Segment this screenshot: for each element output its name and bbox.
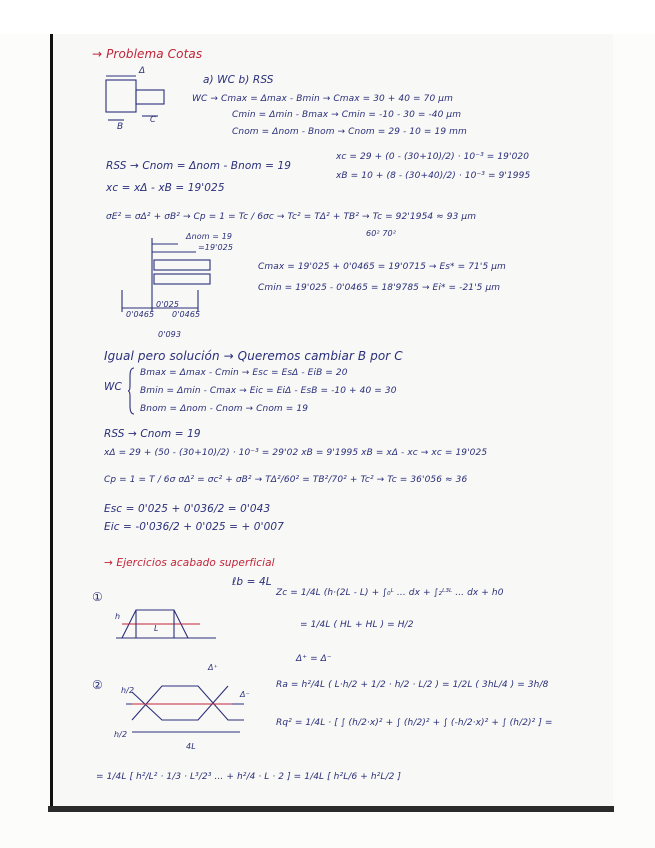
cmax-line: Cmax = 19'025 + 0'0465 = 19'0715 → Es* = 71'5 μm [258,262,506,272]
ra-line: Ra = h²/4L ( L·h/2 + 1/2 · h/2 · L/2 ) = 1/2L ( 3hL/4 ) = 3h/8 [276,680,549,690]
heading-problema-cotas: → Problema Cotas [92,47,203,61]
sheet-bottom-edge [48,806,614,812]
heading-ejercicios: → Ejercicios acabado superficial [104,557,275,569]
rq-line: Rq² = 1/4L · [ ∫ (h/2·x)² + ∫ (h/2)² + ∫ (-h/2·x)² + ∫ (h/2)² ] = [276,718,553,728]
lb-line: ℓb = 4L [232,576,272,588]
eic-line: Eic = -0'036/2 + 0'025 = + 0'007 [104,521,284,533]
xc-line: xc = 29 + (0 - (30+10)/2) · 10⁻³ = 19'020 [336,152,530,162]
dnom-label: Δnom = 19 [186,232,233,241]
wc-line-1: WC → Cmax = Δmax - Bmin → Cmax = 30 + 40 = 70 μm [192,94,453,104]
exercise-number-2: ② [92,678,103,692]
zc-line-1: Zc = 1/4L (h·(2L - L) + ∫₀ᴸ ... dx + ∫₂ᴸ³ᴸ ... dx + h0 [276,588,504,598]
dim-0465-a: 0'0465 [126,310,155,319]
label-delta: Δ [139,66,146,76]
dim-19025: =19'025 [198,243,234,252]
dim-0465-b: 0'0465 [172,310,201,319]
wc-line-3: Cnom = Δnom - Bnom → Cnom = 29 - 10 = 19 mm [232,127,467,137]
sigma-fractions: 60² 70² [366,229,397,238]
brace [128,366,136,416]
option-labels: a) WC b) RSS [203,74,274,86]
bnom-line: Bnom = Δnom - Cnom → Cnom = 19 [140,404,309,414]
fig2-delta-plus: Δ⁺ [208,663,218,672]
wc-line-2: Cmin = Δmin - Bmax → Cmin = -10 - 30 = -40 μm [232,110,462,120]
fig2-h2-bottom: h/2 [114,730,128,739]
rss-line-2: RSS → Cnom = 19 [104,428,201,440]
sigma-line: σE² = σΔ² + σB² → Cp = 1 = Tc / 6σc → Tc² = TΔ² + TB² → Tc = 92'1954 ≈ 93 μm [106,212,477,222]
xb-line: xB = 10 + (8 - (30+40)/2) · 10⁻³ = 9'1995 [336,171,531,181]
cp-line: Cp = 1 = T / 6σ σΔ² = σc² + σB² → TΔ²/60² = TB²/70² + Tc² → Tc = 36'056 ≈ 36 [104,475,468,485]
final-line: = 1/4L [ h²/L² · 1/3 · L³/2³ ... + h²/4 · L · 2 ] = 1/4L [ h²L/6 + h²L/2 ] [96,772,401,782]
xa-line: xΔ = 29 + (50 - (30+10)/2) · 10⁻³ = 29'02 xB = 9'1995 xB = xΔ - xc → xc = 19'025 [104,448,488,458]
fig1-h: h [115,612,121,621]
bmin-line: Bmin = Δmin - Cmax → Eic = EiΔ - EsB = -10 + 40 = 30 [140,386,397,396]
profile-sketch-1 [112,598,222,650]
wc-label: WC [104,381,122,393]
fig1-L: L [154,624,159,633]
exercise-number-1: ① [92,590,103,604]
heading-igual: Igual pero solución → Queremos cambiar B por C [104,349,403,363]
esc-line: Esc = 0'025 + 0'036/2 = 0'043 [104,503,271,515]
zc-line-2: = 1/4L ( HL + HL ) = H/2 [300,620,414,630]
rss-line-1: RSS → Cnom = Δnom - Bnom = 19 [106,160,292,172]
dim-0093: 0'093 [158,330,182,339]
fig2-h2-top: h/2 [121,686,135,695]
dim-0025: 0'025 [156,300,180,309]
fig2-delta-minus: Δ⁻ [240,690,250,699]
bmax-line: Bmax = Δmax - Cmin → Esc = EsΔ - EiB = 20 [140,368,348,378]
profile-sketch-2 [122,670,252,740]
label-C: C [150,115,156,124]
cotas-sketch [104,76,174,126]
cmin-line: Cmin = 19'025 - 0'0465 = 18'9785 → Ei* = -21'5 μm [258,283,501,293]
label-B: B [117,122,124,132]
delta-equal: Δ⁺ = Δ⁻ [296,654,332,664]
page-top-margin [0,0,655,34]
fig2-4L: 4L [186,742,196,751]
xc-result: xc = xΔ - xB = 19'025 [106,182,225,194]
